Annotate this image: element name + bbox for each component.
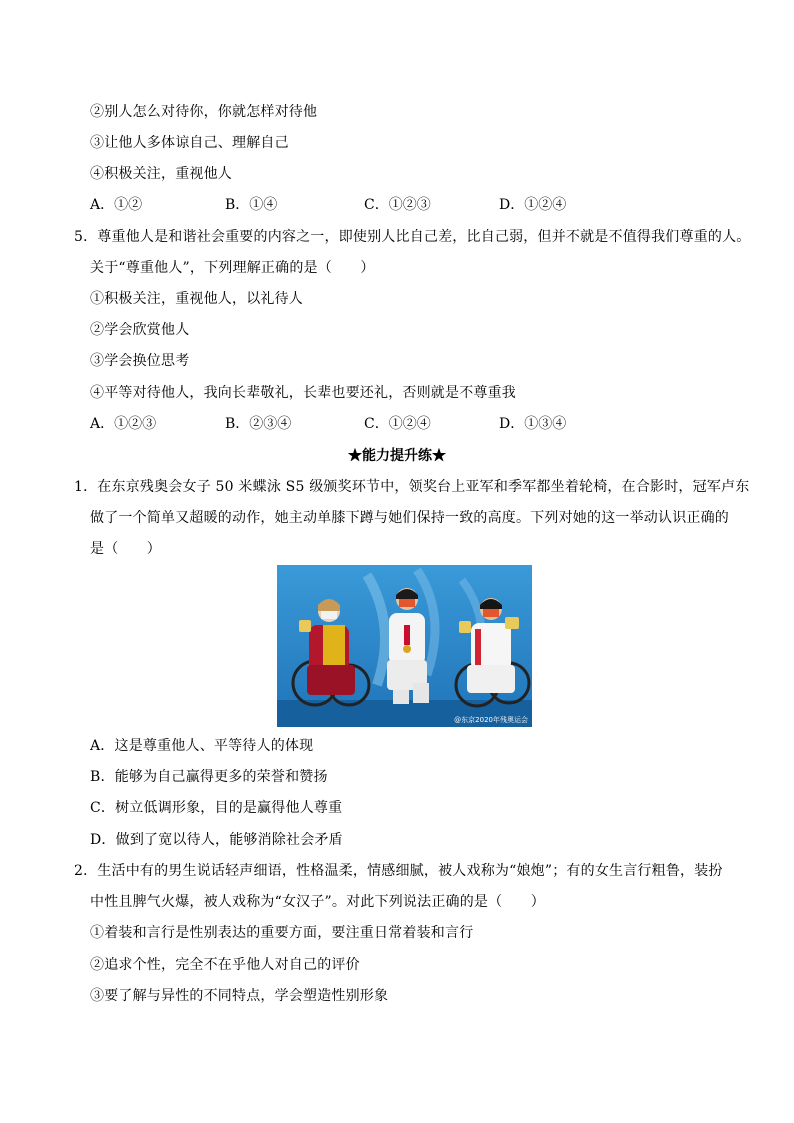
section-heading: ★能力提升练★ xyxy=(348,448,446,464)
c1-option-a: A．这是尊重他人、平等待人的体现 xyxy=(90,738,314,754)
c1-option-c: C．树立低调形象，目的是赢得他人尊重 xyxy=(90,800,343,816)
prev-question-item-3: ③让他人多体谅自己、理解自己 xyxy=(90,135,289,151)
q5-item-2: ②学会欣赏他人 xyxy=(90,322,190,338)
prev-question-option-a: A．①② xyxy=(90,197,143,213)
q5-item-3: ③学会换位思考 xyxy=(90,353,190,369)
c1-stem-line-3: 是（ ） xyxy=(90,541,161,557)
c2-item-3: ③要了解与异性的不同特点，学会塑造性别形象 xyxy=(90,988,389,1004)
photo-watermark: @东京2020年残奥运会 xyxy=(454,716,528,724)
c2-item-2: ②追求个性，完全不在乎他人对自己的评价 xyxy=(90,957,360,973)
q5-option-a: A．①②③ xyxy=(90,416,157,432)
c1-stem-line-1: 1．在东京残奥会女子 50 米蝶泳 S5 级颁奖环节中，领奖台上亚军和季军都坐着轮椅，在合影时，冠军卢东 xyxy=(74,479,750,495)
c2-stem-line-2: 中性且脾气火爆，被人戏称为“女汉子”。对此下列说法正确的是（ ） xyxy=(90,894,545,910)
q5-item-4: ④平等对待他人，我向长辈敬礼，长辈也要还礼，否则就是不尊重我 xyxy=(90,385,516,401)
q5-option-d: D．①③④ xyxy=(499,416,567,432)
c2-item-1: ①着装和言行是性别表达的重要方面，要注重日常着装和言行 xyxy=(90,925,474,941)
q5-item-1: ①积极关注，重视他人，以礼待人 xyxy=(90,291,303,307)
podium-photo-illustration xyxy=(277,565,532,727)
prev-question-option-c: C．①②③ xyxy=(364,197,431,213)
q5-option-b: B．②③④ xyxy=(225,416,292,432)
q5-stem-line-1: 5．尊重他人是和谐社会重要的内容之一，即使别人比自己差，比自己弱，但并不就是不值得我们尊重的人。 xyxy=(74,229,751,245)
prev-question-item-2: ②别人怎么对待你，你就怎样对待他 xyxy=(90,104,318,120)
q5-stem-line-2: 关于“尊重他人”，下列理解正确的是（ ） xyxy=(90,260,375,276)
c1-option-b: B．能够为自己赢得更多的荣誉和赞扬 xyxy=(90,769,328,785)
q5-option-c: C．①②④ xyxy=(364,416,431,432)
c2-stem-line-1: 2．生活中有的男生说话轻声细语，性格温柔，情感细腻，被人戏称为“娘炮”；有的女生言行粗鲁，装扮 xyxy=(74,863,723,879)
prev-question-item-4: ④积极关注，重视他人 xyxy=(90,166,232,182)
prev-question-option-b: B．①④ xyxy=(225,197,278,213)
c1-option-d: D．做到了宽以待人，能够消除社会矛盾 xyxy=(90,832,343,848)
prev-question-option-d: D．①②④ xyxy=(499,197,567,213)
podium-photo xyxy=(277,565,532,727)
c1-stem-line-2: 做了一个简单又超暖的动作，她主动单膝下蹲与她们保持一致的高度。下列对她的这一举动认识正确的 xyxy=(90,510,729,526)
